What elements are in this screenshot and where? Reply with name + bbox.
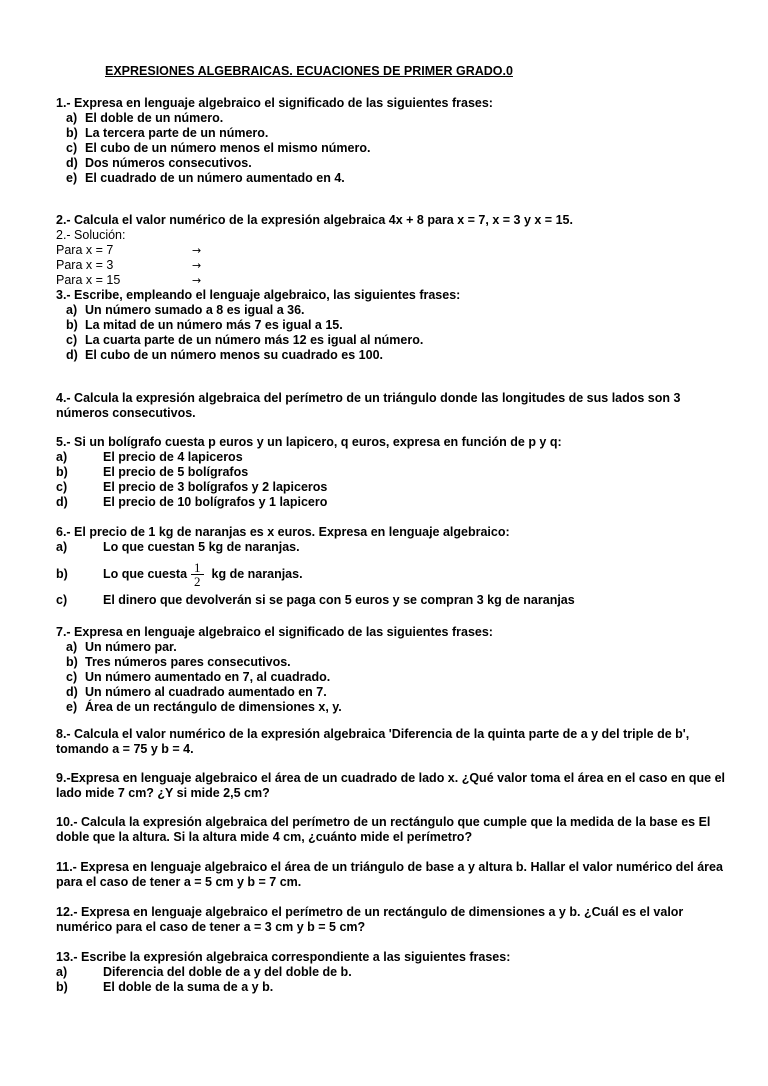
list-item: b) Tres números pares consecutivos. <box>66 655 291 669</box>
question-9: 9.-Expresa en lenguaje algebraico el área de un cuadrado de lado x. ¿Qué valor toma el área en el caso en que el lado mide 7 cm? ¿Y si mide 2,5 cm? <box>56 771 726 800</box>
list-item: a) El doble de un número. <box>66 111 224 125</box>
question-6-heading: 6.- El precio de 1 kg de naranjas es x euros. Expresa en lenguaje algebraico: <box>56 525 510 539</box>
question-2 <box>56 213 728 288</box>
list-item: a) Un número sumado a 8 es igual a 36. <box>66 303 305 317</box>
list-item: a) Lo que cuestan 5 kg de naranjas. <box>56 540 300 554</box>
arrow-right-icon: → <box>192 244 202 257</box>
question-7-heading: 7.- Expresa en lenguaje algebraico el significado de las siguientes frases: <box>56 625 493 639</box>
question-13-heading: 13.- Escribe la expresión algebraica correspondiente a las siguientes frases: <box>56 950 511 964</box>
question-6 <box>56 525 728 608</box>
list-item: b) La mitad de un número más 7 es igual a 15. <box>66 318 343 332</box>
page-title: EXPRESIONES ALGEBRAICAS. ECUACIONES DE PRIMER GRADO.0 <box>105 64 513 78</box>
list-item: c) Un número aumentado en 7, al cuadrado. <box>66 670 331 684</box>
arrow-right-icon: → <box>192 259 202 272</box>
list-item: b) El precio de 5 bolígrafos <box>56 465 249 479</box>
question-12: 12.- Expresa en lenguaje algebraico el perímetro de un rectángulo de dimensiones a y b. ¿Cuál es el valor numérico para el caso de tener a = 3 cm y b = 5 cm? <box>56 905 684 934</box>
list-item: b) La tercera parte de un número. <box>66 126 269 140</box>
question-11: 11.- Expresa en lenguaje algebraico el área de un triángulo de base a y altura b. Hallar el valor numérico del área para el caso de tener a = 5 cm y b = 7 cm. <box>56 860 723 889</box>
question-10: 10.- Calcula la expresión algebraica del perímetro de un rectángulo que cumple que la medida de la base es El doble que la altura. Si la altura mide 4 cm, ¿cuánto mide el perímetro? <box>56 815 711 844</box>
question-5 <box>56 435 728 510</box>
list-item: a) Diferencia del doble de a y del doble de b. <box>56 965 352 979</box>
fraction-one-half: $\frac{1}{2}$ <box>191 561 204 588</box>
solution-row: Para x = 15 → <box>56 273 202 287</box>
list-item: c) El cubo de un número menos el mismo número. <box>66 141 371 155</box>
question-8: 8.- Calcula el valor numérico de la expresión algebraica 'Diferencia de la quinta parte de a y del triple de b', tomando a = 75 y b = 4. <box>56 727 690 756</box>
question-3 <box>56 288 728 363</box>
list-item: d) El precio de 10 bolígrafos y 1 lapicero <box>56 495 328 509</box>
arrow-right-icon: → <box>192 274 202 287</box>
question-4: 4.- Calcula la expresión algebraica del perímetro de un triángulo donde las longitudes de sus lados son 3 números consecutivos. <box>56 391 681 420</box>
list-item: d) Dos números consecutivos. <box>66 156 252 170</box>
list-item: e) Área de un rectángulo de dimensiones x, y. <box>66 700 342 714</box>
solution-label: 2.- Solución: <box>56 228 126 242</box>
list-item: b) Lo que cuesta $\frac{1}{2}$ kg de naranjas. <box>56 559 303 589</box>
list-item: e) El cuadrado de un número aumentado en 4. <box>66 171 345 185</box>
list-item: d) Un número al cuadrado aumentado en 7. <box>66 685 327 699</box>
question-13 <box>56 950 728 995</box>
question-3-heading: 3.- Escribe, empleando el lenguaje algebraico, las siguientes frases: <box>56 288 461 302</box>
question-1 <box>56 96 728 186</box>
list-item: b) El doble de la suma de a y b. <box>56 980 274 994</box>
question-5-heading: 5.- Si un bolígrafo cuesta p euros y un lapicero, q euros, expresa en función de p y q: <box>56 435 562 449</box>
list-item: d) El cubo de un número menos su cuadrado es 100. <box>66 348 383 362</box>
question-2-heading: 2.- Calcula el valor numérico de la expresión algebraica 4x + 8 para x = 7, x = 3 y x = 15. <box>56 213 573 227</box>
question-1-heading: 1.- Expresa en lenguaje algebraico el significado de las siguientes frases: <box>56 96 493 110</box>
list-item: c) El precio de 3 bolígrafos y 2 lapiceros <box>56 480 328 494</box>
solution-row: Para x = 7 → <box>56 243 202 257</box>
list-item: c) El dinero que devolverán si se paga con 5 euros y se compran 3 kg de naranjas <box>56 593 575 607</box>
list-item: c) La cuarta parte de un número más 12 es igual al número. <box>66 333 424 347</box>
list-item: a) Un número par. <box>66 640 177 654</box>
list-item: a) El precio de 4 lapiceros <box>56 450 243 464</box>
solution-row: Para x = 3 → <box>56 258 202 272</box>
question-7 <box>56 625 728 715</box>
